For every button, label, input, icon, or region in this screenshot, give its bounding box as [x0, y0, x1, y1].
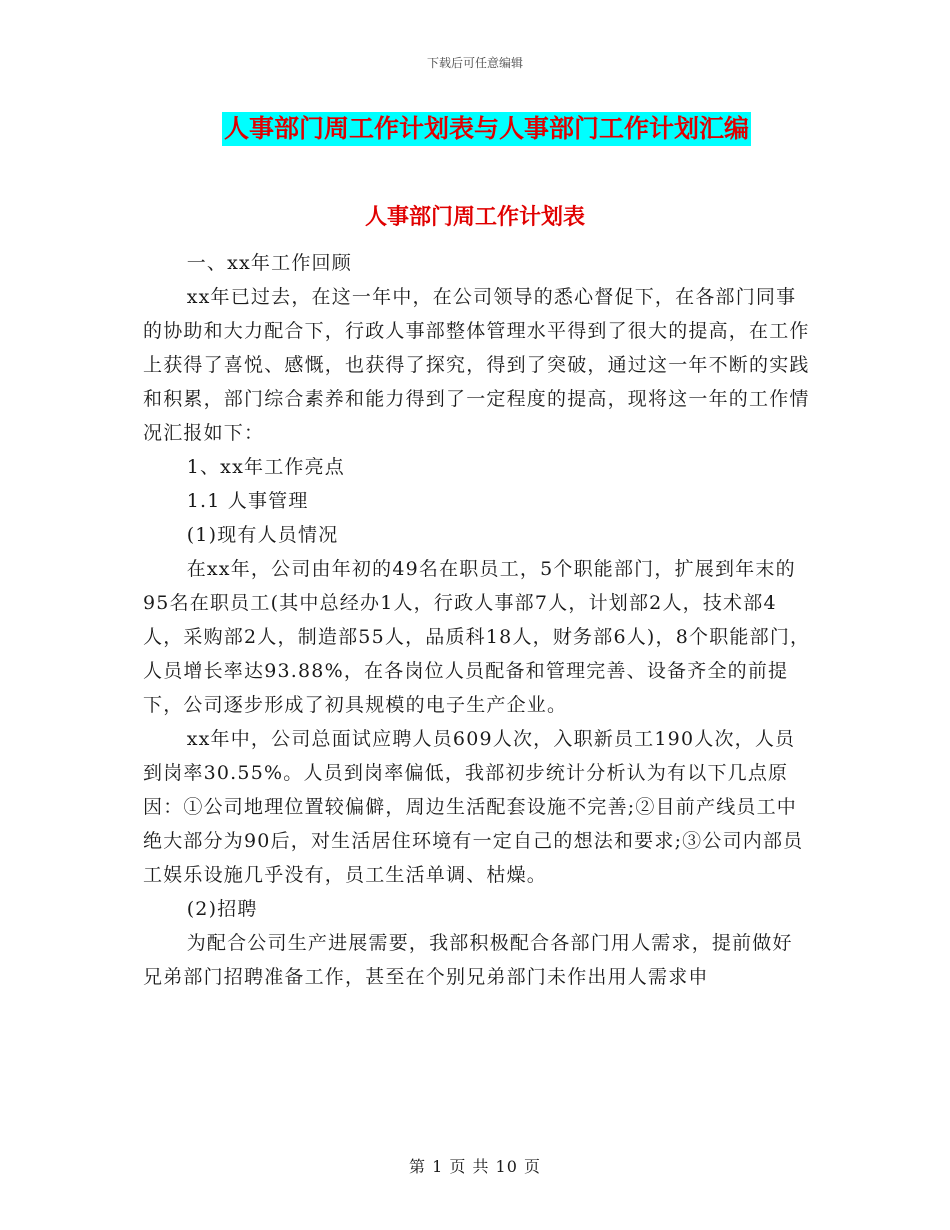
paragraph-recruit-details: 为配合公司生产进展需要，我部积极配合各部门用人需求，提前做好兄弟部门招聘准备工作，甚至在个别兄弟部门未作出用人需求申: [143, 932, 793, 988]
main-title: 人事部门周工作计划表与人事部门工作计划汇编: [222, 112, 751, 146]
sub-title: 人事部门周工作计划表: [364, 204, 585, 230]
paragraph-highlights-heading: 1、xx年工作亮点: [186, 456, 346, 478]
paragraph-recruit-heading: (2)招聘: [186, 898, 258, 920]
paragraph-intro: xx年已过去，在这一年中，在公司领导的悉心督促下，在各部门同事的协助和大力配合下，行政人事部整体管理水平得到了很大的提高，在工作上获得了喜悦、感慨，也获得了探究，得到了突破，通过这一年不断的实践和积累，部门综合素养和能力得到了一定程度的提高，现将这一年的工作情况汇报如下：: [143, 286, 810, 444]
paragraph-staff-details: 在xx年，公司由年初的49名在职员工，5个职能部门，扩展到年末的95名在职员工(其中总经办1人，行政人事部7人，计划部2人，技术部4人，采购部2人，制造部55人，品质科18人，财务部6人)，8个职能部门，人员增长率达93.88%，在各岗位人员配备和管理完善、设备齐全的前提下，公司逐步形成了初具规模的电子生产企业。: [143, 558, 811, 716]
page-footer: 第 1 页 共 10 页: [409, 1157, 541, 1176]
paragraph-recruit-stats: xx年中，公司总面试应聘人员609人次，入职新员工190人次，人员到岗率30.55%。人员到岗率偏低，我部初步统计分析认为有以下几点原因：①公司地理位置较偏僻，周边生活配套设施不完善;②目前产线员工中绝大部分为90后，对生活居住环境有一定自己的想法和要求;③公司内部员工娱乐设施几乎没有，员工生活单调、枯燥。: [143, 728, 804, 886]
header-note: 下载后可任意编辑: [426, 56, 523, 70]
body-text: [143, 246, 811, 994]
paragraph-section-heading: 一、xx年工作回顾: [186, 252, 352, 274]
paragraph-hr-heading: 1.1 人事管理: [186, 490, 309, 512]
paragraph-staff-heading: (1)现有人员情况: [186, 524, 339, 546]
